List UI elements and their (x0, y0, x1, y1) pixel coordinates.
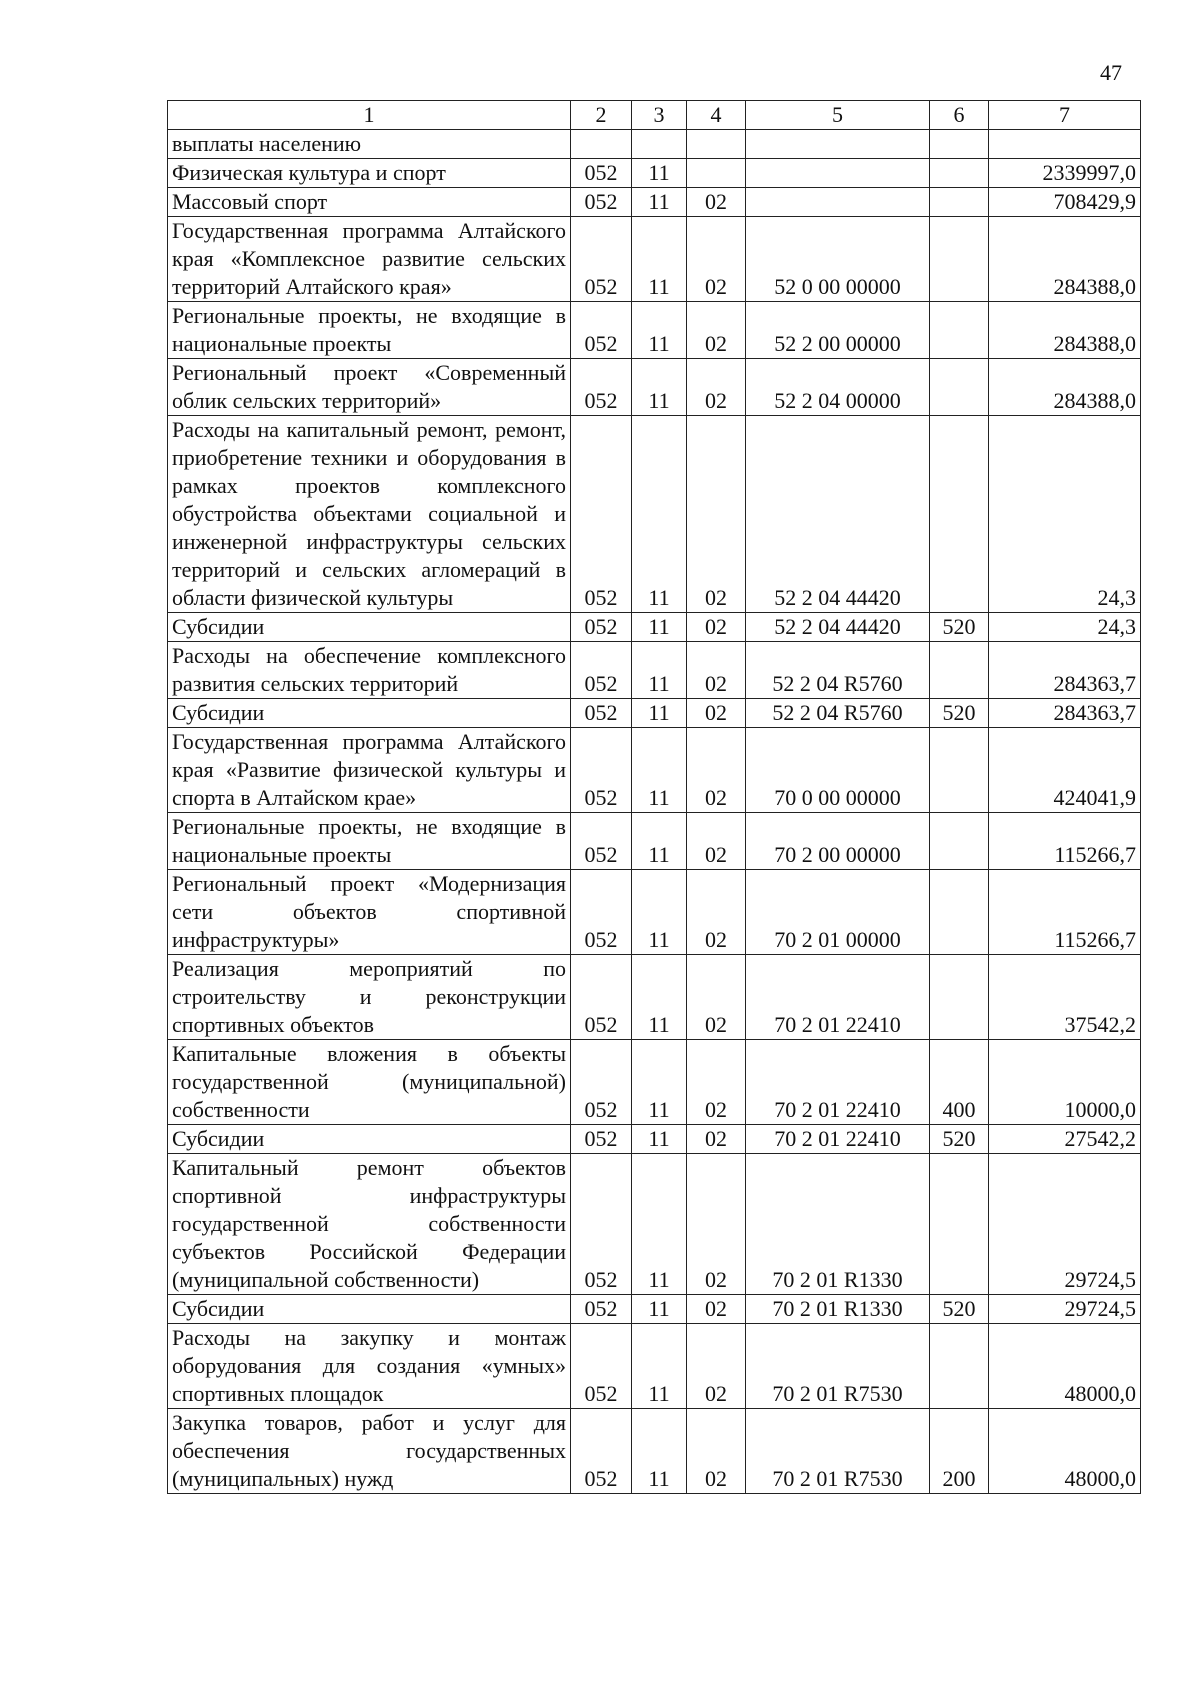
amount-cell: 27542,2 (989, 1125, 1141, 1154)
section-code-cell: 11 (632, 359, 687, 416)
subsection-code-cell: 02 (687, 217, 746, 302)
amount-cell: 284388,0 (989, 217, 1141, 302)
item-name-cell: Физическая культура и спорт (168, 159, 571, 188)
article-code-cell: 70 2 01 22410 (746, 1125, 930, 1154)
section-code-cell: 11 (632, 1409, 687, 1494)
table-row (168, 955, 1141, 1040)
amount-cell: 29724,5 (989, 1295, 1141, 1324)
section-code-cell: 11 (632, 613, 687, 642)
item-name-cell: Региональные проекты, не входящие в национальные проекты (168, 302, 571, 359)
item-name-cell: Закупка товаров, работ и услуг для обеспечения государственных (муниципальных) нужд (168, 1409, 571, 1494)
expense-type-cell (930, 1324, 989, 1409)
article-code-cell: 52 0 00 00000 (746, 217, 930, 302)
ministry-code-cell: 052 (571, 813, 632, 870)
ministry-code-cell: 052 (571, 359, 632, 416)
amount-cell: 48000,0 (989, 1324, 1141, 1409)
section-code-cell: 11 (632, 1324, 687, 1409)
article-code-cell: 70 2 01 22410 (746, 1040, 930, 1125)
item-name-cell: выплаты населению (168, 130, 571, 159)
subsection-code-cell: 02 (687, 188, 746, 217)
ministry-code-cell: 052 (571, 1295, 632, 1324)
column-header: 5 (746, 101, 930, 130)
subsection-code-cell: 02 (687, 359, 746, 416)
page-number: 47 (1100, 60, 1122, 85)
article-code-cell: 70 2 00 00000 (746, 813, 930, 870)
article-code-cell (746, 159, 930, 188)
item-name-cell: Региональные проекты, не входящие в национальные проекты (168, 813, 571, 870)
table-row (168, 359, 1141, 416)
item-name-cell: Субсидии (168, 699, 571, 728)
ministry-code-cell: 052 (571, 188, 632, 217)
ministry-code-cell: 052 (571, 1154, 632, 1295)
table-row (168, 130, 1141, 159)
expense-type-cell (930, 870, 989, 955)
article-code-cell: 52 2 04 R5760 (746, 699, 930, 728)
expense-type-cell (930, 416, 989, 613)
table-row (168, 159, 1141, 188)
subsection-code-cell: 02 (687, 302, 746, 359)
ministry-code-cell: 052 (571, 642, 632, 699)
section-code-cell: 11 (632, 1040, 687, 1125)
section-code-cell: 11 (632, 955, 687, 1040)
amount-cell: 424041,9 (989, 728, 1141, 813)
expense-type-cell (930, 642, 989, 699)
article-code-cell: 70 2 01 R1330 (746, 1154, 930, 1295)
section-code-cell: 11 (632, 302, 687, 359)
expense-type-cell (930, 130, 989, 159)
section-code-cell: 11 (632, 699, 687, 728)
article-code-cell (746, 130, 930, 159)
table-row (168, 217, 1141, 302)
section-code-cell: 11 (632, 217, 687, 302)
section-code-cell: 11 (632, 728, 687, 813)
subsection-code-cell: 02 (687, 1409, 746, 1494)
item-name-cell: Государственная программа Алтайского края «Комплексное развитие сельских территорий Алтайского края» (168, 217, 571, 302)
table-row (168, 642, 1141, 699)
subsection-code-cell: 02 (687, 728, 746, 813)
subsection-code-cell: 02 (687, 955, 746, 1040)
article-code-cell: 52 2 04 R5760 (746, 642, 930, 699)
table-row (168, 1040, 1141, 1125)
subsection-code-cell: 02 (687, 1125, 746, 1154)
table-row (168, 613, 1141, 642)
article-code-cell: 52 2 04 44420 (746, 613, 930, 642)
item-name-cell: Региональный проект «Модернизация сети объектов спортивной инфраструктуры» (168, 870, 571, 955)
table-row (168, 699, 1141, 728)
ministry-code-cell: 052 (571, 302, 632, 359)
subsection-code-cell: 02 (687, 642, 746, 699)
section-code-cell (632, 130, 687, 159)
subsection-code-cell (687, 130, 746, 159)
article-code-cell: 70 2 01 R7530 (746, 1409, 930, 1494)
column-header: 1 (168, 101, 571, 130)
table-row (168, 188, 1141, 217)
item-name-cell: Капитальные вложения в объекты государственной (муниципальной) собственности (168, 1040, 571, 1125)
item-name-cell: Расходы на закупку и монтаж оборудования для создания «умных» спортивных площадок (168, 1324, 571, 1409)
ministry-code-cell: 052 (571, 1409, 632, 1494)
expense-type-cell (930, 955, 989, 1040)
column-header: 7 (989, 101, 1141, 130)
expense-type-cell: 400 (930, 1040, 989, 1125)
table-row (168, 1409, 1141, 1494)
table-row (168, 416, 1141, 613)
table-row (168, 813, 1141, 870)
expense-type-cell (930, 302, 989, 359)
expense-type-cell (930, 217, 989, 302)
table-row (168, 1324, 1141, 1409)
subsection-code-cell: 02 (687, 1324, 746, 1409)
amount-cell: 115266,7 (989, 870, 1141, 955)
expense-type-cell: 520 (930, 699, 989, 728)
column-header: 4 (687, 101, 746, 130)
item-name-cell: Расходы на обеспечение комплексного развития сельских территорий (168, 642, 571, 699)
table-row (168, 302, 1141, 359)
table-row (168, 1154, 1141, 1295)
section-code-cell: 11 (632, 416, 687, 613)
amount-cell: 37542,2 (989, 955, 1141, 1040)
expense-type-cell: 200 (930, 1409, 989, 1494)
amount-cell: 115266,7 (989, 813, 1141, 870)
item-name-cell: Реализация мероприятий по строительству и реконструкции спортивных объектов (168, 955, 571, 1040)
expense-type-cell: 520 (930, 1295, 989, 1324)
item-name-cell: Расходы на капитальный ремонт, ремонт, приобретение техники и оборудования в рамках проектов комплексного обустройства объектами социальной и инженерной инфраструктуры сельских территорий и сельских агломераций в области физической культуры (168, 416, 571, 613)
ministry-code-cell: 052 (571, 613, 632, 642)
subsection-code-cell: 02 (687, 1154, 746, 1295)
section-code-cell: 11 (632, 188, 687, 217)
section-code-cell: 11 (632, 1295, 687, 1324)
article-code-cell: 70 2 01 22410 (746, 955, 930, 1040)
ministry-code-cell: 052 (571, 416, 632, 613)
item-name-cell: Капитальный ремонт объектов спортивной инфраструктуры государственной собственности субъектов Российской Федерации (муниципальной собственности) (168, 1154, 571, 1295)
expense-type-cell (930, 1154, 989, 1295)
table-row (168, 1295, 1141, 1324)
subsection-code-cell: 02 (687, 416, 746, 613)
amount-cell: 284363,7 (989, 699, 1141, 728)
section-code-cell: 11 (632, 1125, 687, 1154)
subsection-code-cell (687, 159, 746, 188)
amount-cell: 2339997,0 (989, 159, 1141, 188)
article-code-cell: 70 2 01 R7530 (746, 1324, 930, 1409)
article-code-cell: 52 2 00 00000 (746, 302, 930, 359)
expense-type-cell (930, 359, 989, 416)
item-name-cell: Государственная программа Алтайского края «Развитие физической культуры и спорта в Алтайском крае» (168, 728, 571, 813)
article-code-cell: 70 2 01 R1330 (746, 1295, 930, 1324)
expense-type-cell (930, 188, 989, 217)
table-row (168, 870, 1141, 955)
subsection-code-cell: 02 (687, 699, 746, 728)
amount-cell: 284388,0 (989, 302, 1141, 359)
section-code-cell: 11 (632, 1154, 687, 1295)
amount-cell: 284388,0 (989, 359, 1141, 416)
amount-cell: 24,3 (989, 416, 1141, 613)
item-name-cell: Региональный проект «Современный облик сельских территорий» (168, 359, 571, 416)
section-code-cell: 11 (632, 159, 687, 188)
item-name-cell: Субсидии (168, 1295, 571, 1324)
ministry-code-cell: 052 (571, 159, 632, 188)
header-row (168, 101, 1141, 130)
column-header: 2 (571, 101, 632, 130)
amount-cell: 24,3 (989, 613, 1141, 642)
article-code-cell: 52 2 04 00000 (746, 359, 930, 416)
amount-cell: 708429,9 (989, 188, 1141, 217)
item-name-cell: Массовый спорт (168, 188, 571, 217)
article-code-cell: 70 0 00 00000 (746, 728, 930, 813)
subsection-code-cell: 02 (687, 1040, 746, 1125)
ministry-code-cell: 052 (571, 1324, 632, 1409)
article-code-cell: 52 2 04 44420 (746, 416, 930, 613)
article-code-cell: 70 2 01 00000 (746, 870, 930, 955)
expense-type-cell: 520 (930, 613, 989, 642)
ministry-code-cell (571, 130, 632, 159)
table-row (168, 1125, 1141, 1154)
expense-type-cell (930, 813, 989, 870)
expense-type-cell (930, 728, 989, 813)
amount-cell: 10000,0 (989, 1040, 1141, 1125)
amount-cell: 29724,5 (989, 1154, 1141, 1295)
expense-type-cell (930, 159, 989, 188)
ministry-code-cell: 052 (571, 728, 632, 813)
subsection-code-cell: 02 (687, 813, 746, 870)
expense-type-cell: 520 (930, 1125, 989, 1154)
section-code-cell: 11 (632, 813, 687, 870)
item-name-cell: Субсидии (168, 1125, 571, 1154)
ministry-code-cell: 052 (571, 699, 632, 728)
table-row (168, 728, 1141, 813)
ministry-code-cell: 052 (571, 217, 632, 302)
amount-cell: 284363,7 (989, 642, 1141, 699)
amount-cell: 48000,0 (989, 1409, 1141, 1494)
item-name-cell: Субсидии (168, 613, 571, 642)
section-code-cell: 11 (632, 642, 687, 699)
ministry-code-cell: 052 (571, 870, 632, 955)
amount-cell (989, 130, 1141, 159)
budget-table (167, 100, 1141, 1494)
ministry-code-cell: 052 (571, 1125, 632, 1154)
column-header: 3 (632, 101, 687, 130)
ministry-code-cell: 052 (571, 955, 632, 1040)
subsection-code-cell: 02 (687, 870, 746, 955)
subsection-code-cell: 02 (687, 1295, 746, 1324)
subsection-code-cell: 02 (687, 613, 746, 642)
article-code-cell (746, 188, 930, 217)
ministry-code-cell: 052 (571, 1040, 632, 1125)
column-header: 6 (930, 101, 989, 130)
section-code-cell: 11 (632, 870, 687, 955)
